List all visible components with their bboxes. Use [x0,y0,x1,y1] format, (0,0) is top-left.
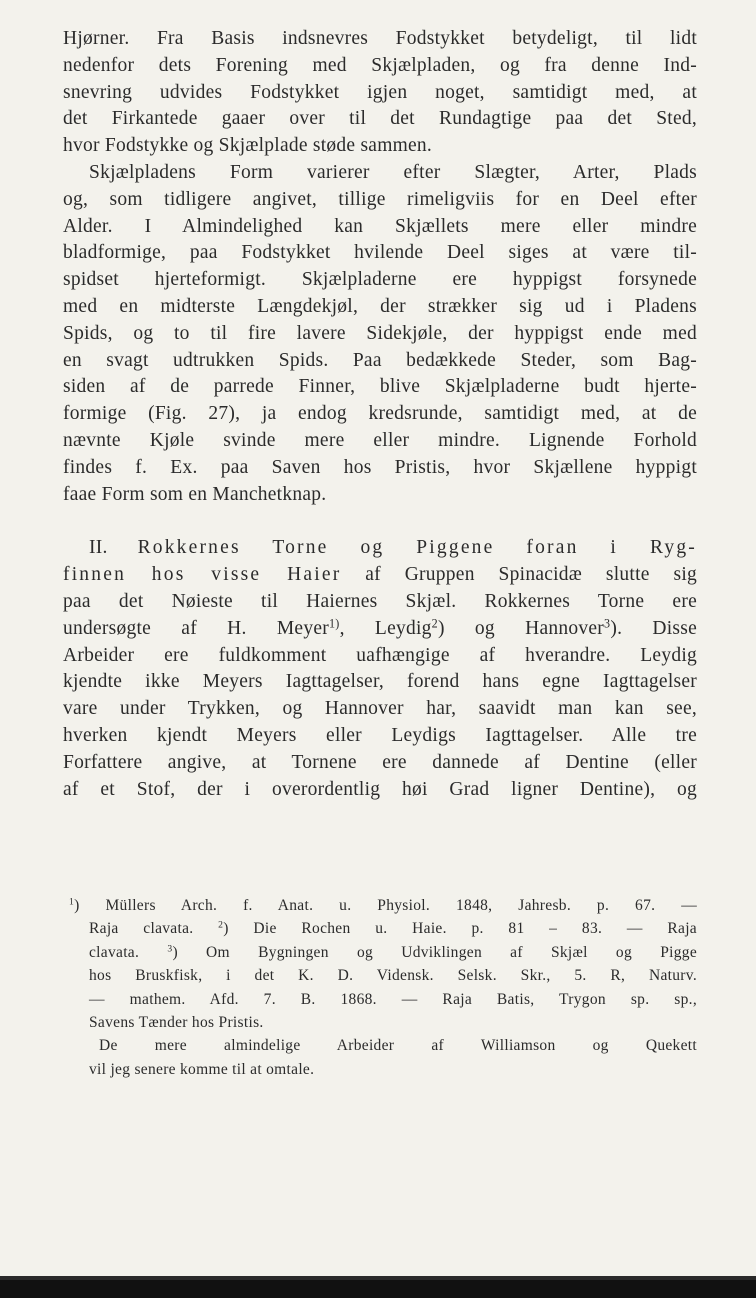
footnote-line: vil jeg senere komme til at omtale. [89,1060,315,1078]
footnote-line: De mere almindelige Arbeider af Williamson og Quekett [99,1037,697,1055]
footnote-number: 1 [328,616,336,631]
footnote-line: Savens Tænder hos Pristis. [89,1014,264,1032]
text-line: Spids, og to til fire lavere Sidekjøle, der hyppigst ende med [63,322,697,344]
text-line: findes f. Ex. paa Saven hos Pristis, hvor Skjællene hyppigt [63,456,697,478]
text-line: Arbeider ere fuldkomment uafhængige af hverandre. Leydig [63,644,697,666]
text-line: Alder. I Almindelighed kan Skjællets mere eller mindre [63,215,697,237]
text-fragment: undersøgte af H. Meyer [63,617,329,639]
text-line: og, som tidligere angivet, tillige rimeligviis for en Deel efter [63,188,697,210]
text-line: Forfattere angive, at Tornene ere dannede af Dentine (eller [63,751,697,773]
footnote-line: hos Bruskfisk, i det K. D. Vidensk. Selsk. Skr., 5. R, Naturv. [89,967,697,985]
text-line: faae Form som en Manchetknap. [63,483,327,505]
scan-edge-bar [0,1276,756,1298]
text-line: hvor Fodstykke og Skjælplade støde sammen. [63,135,433,157]
paragraph-gap [63,508,697,535]
paragraph-1 [63,26,697,160]
text-fragment: ). Disse [610,617,698,639]
text-line: med en midterste Længdekjøl, der strækker sig ud i Pladens [63,295,697,317]
footnote-line [69,894,697,917]
text-line: hverken kjendt Meyers eller Leydigs Iagttagelser. Alle tre [63,724,697,746]
text-line: vare under Trykken, og Hannover har, saavidt man kan see, [63,698,697,720]
text-line [63,562,697,589]
footnote-marker: 3 [167,943,173,955]
text-line: af et Stof, der i overordentlig høi Grad ligner Dentine), og [63,778,697,800]
footnote-line: — mathem. Afd. 7. B. 1868. — Raja Batis, Trygon sp. sp., [89,990,697,1008]
footnote-text: ) Die Rochen u. Haie. p. 81 – 83. — Raja [223,920,697,938]
text-line: kjendte ikke Meyers Iagttagelser, forend hans egne Iagttagelser [63,671,697,693]
text-line: Hjørner. Fra Basis indsnevres Fodstykket betydeligt, til lidt [63,28,697,49]
footnote-text: ) Om Bygningen og Udviklingen af Skjæl og Pigge [172,943,697,961]
text-line: spidset hjerteformigt. Skjælpladerne ere hyppigst forsynede [63,269,697,291]
footnote-ref [329,616,340,630]
paragraph-2 [63,160,697,508]
footnote-text: clavata. [89,943,168,961]
footnote-marker: 2 [218,920,224,932]
text-fragment: , Leydig [339,617,432,639]
text-line: snevring udvides Fodstykket igjen noget, samtidigt med, at [63,81,697,103]
paragraph-3 [63,535,697,803]
main-text [63,26,697,803]
footnote-text: ) Müllers Arch. f. Anat. u. Physiol. 1848, Jahresb. p. 67. — [74,897,697,914]
text-line: paa det Nøieste til Haiernes Skjæl. Rokkernes Torne ere [63,590,697,612]
footnotes [69,894,697,1081]
text-fragment: ) og Hannover [437,617,605,639]
footnote-line [89,941,697,964]
section-heading-cont: finnen hos visse Haier [63,564,342,586]
text-line: det Firkantede gaaer over til det Rundagtige paa det Sted, [63,108,697,130]
footnote-ref: 2 [431,616,438,631]
section-number: II. [89,537,138,559]
text-line: formige (Fig. 27), ja endog kredsrunde, samtidigt med, at de [63,403,697,425]
text-line: en svagt udtrukken Spids. Paa bedækkede Steder, som Bag- [63,349,697,371]
section-heading-line [63,535,697,562]
text-line: Skjælpladens Form varierer efter Slægter, Arter, Plads [89,161,697,183]
text-line: nedenfor dets Forening med Skjælpladen, og fra denne Ind- [63,54,697,76]
text-line: nævnte Kjøle svinde mere eller mindre. Lignende Forhold [63,429,697,451]
text-line: bladformige, paa Fodstykket hvilende Deel siges at være til- [63,242,697,264]
footnote-ref: 3 [604,616,611,631]
text-line [63,616,697,643]
text-fragment: af Gruppen Spinacidæ slutte sig [341,564,697,586]
footnote-paren: ) [335,616,340,631]
section-heading: Rokkernes Torne og Piggene foran i Ryg- [137,537,697,559]
text-line: siden af de parrede Finner, blive Skjælpladerne budt hjerte- [63,376,697,398]
footnote-line [89,917,697,940]
footnote-text: Raja clavata. [89,920,219,938]
footnote-marker: 1 [69,896,75,908]
